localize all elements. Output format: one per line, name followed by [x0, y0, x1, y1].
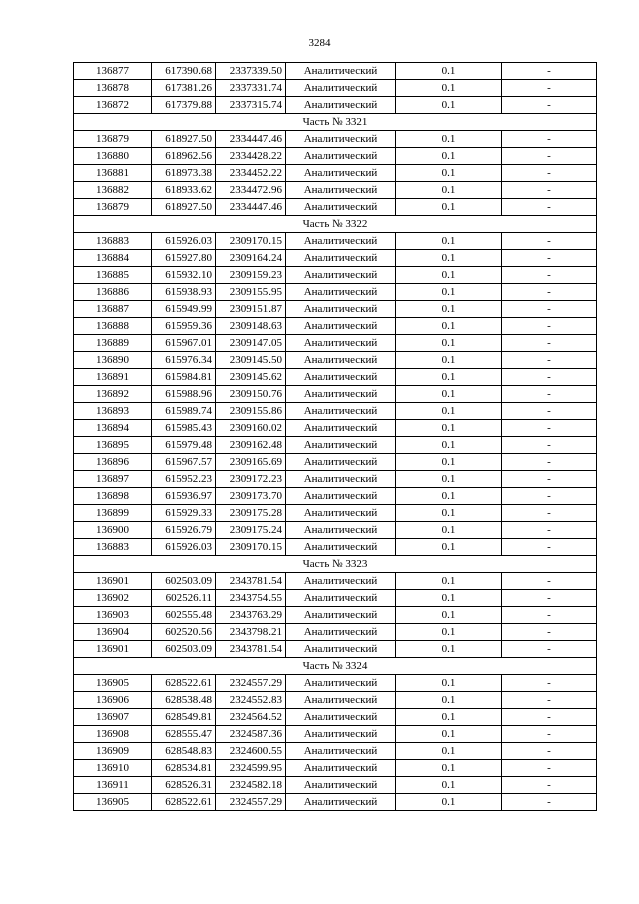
description-cell: - [502, 437, 597, 454]
x-coordinate-cell: 628549.81 [152, 709, 216, 726]
description-cell: - [502, 165, 597, 182]
description-cell: - [502, 420, 597, 437]
accuracy-cell: 0.1 [396, 760, 502, 777]
point-id-cell: 136894 [74, 420, 152, 437]
y-coordinate-cell: 2334472.96 [216, 182, 286, 199]
point-id-cell: 136907 [74, 709, 152, 726]
section-header-row [74, 114, 597, 131]
table-row [74, 182, 597, 199]
coordinates-table [73, 62, 597, 811]
accuracy-cell: 0.1 [396, 80, 502, 97]
table-row [74, 233, 597, 250]
method-cell: Аналитический [286, 420, 396, 437]
accuracy-cell: 0.1 [396, 97, 502, 114]
y-coordinate-cell: 2324582.18 [216, 777, 286, 794]
accuracy-cell: 0.1 [396, 675, 502, 692]
x-coordinate-cell: 617390.68 [152, 63, 216, 80]
description-cell: - [502, 131, 597, 148]
description-cell: - [502, 199, 597, 216]
point-id-cell: 136892 [74, 386, 152, 403]
description-cell: - [502, 573, 597, 590]
x-coordinate-cell: 615926.03 [152, 233, 216, 250]
y-coordinate-cell: 2334447.46 [216, 131, 286, 148]
table-row [74, 437, 597, 454]
method-cell: Аналитический [286, 318, 396, 335]
y-coordinate-cell: 2309172.23 [216, 471, 286, 488]
point-id-cell: 136908 [74, 726, 152, 743]
accuracy-cell: 0.1 [396, 709, 502, 726]
description-cell: - [502, 148, 597, 165]
x-coordinate-cell: 602555.48 [152, 607, 216, 624]
point-id-cell: 136902 [74, 590, 152, 607]
method-cell: Аналитический [286, 182, 396, 199]
x-coordinate-cell: 617381.26 [152, 80, 216, 97]
description-cell: - [502, 760, 597, 777]
y-coordinate-cell: 2343763.29 [216, 607, 286, 624]
accuracy-cell: 0.1 [396, 488, 502, 505]
y-coordinate-cell: 2324557.29 [216, 794, 286, 811]
section-title: Часть № 3322 [74, 216, 597, 233]
section-header-row [74, 658, 597, 675]
point-id-cell: 136906 [74, 692, 152, 709]
method-cell: Аналитический [286, 743, 396, 760]
y-coordinate-cell: 2324587.36 [216, 726, 286, 743]
accuracy-cell: 0.1 [396, 454, 502, 471]
point-id-cell: 136889 [74, 335, 152, 352]
accuracy-cell: 0.1 [396, 352, 502, 369]
x-coordinate-cell: 615938.93 [152, 284, 216, 301]
table-row [74, 199, 597, 216]
point-id-cell: 136872 [74, 97, 152, 114]
description-cell: - [502, 726, 597, 743]
y-coordinate-cell: 2337315.74 [216, 97, 286, 114]
point-id-cell: 136877 [74, 63, 152, 80]
y-coordinate-cell: 2309175.28 [216, 505, 286, 522]
method-cell: Аналитический [286, 403, 396, 420]
method-cell: Аналитический [286, 267, 396, 284]
table-row [74, 267, 597, 284]
point-id-cell: 136895 [74, 437, 152, 454]
description-cell: - [502, 675, 597, 692]
x-coordinate-cell: 602503.09 [152, 573, 216, 590]
accuracy-cell: 0.1 [396, 403, 502, 420]
x-coordinate-cell: 615927.80 [152, 250, 216, 267]
table-row [74, 522, 597, 539]
table-row [74, 471, 597, 488]
point-id-cell: 136878 [74, 80, 152, 97]
accuracy-cell: 0.1 [396, 386, 502, 403]
y-coordinate-cell: 2309170.15 [216, 539, 286, 556]
x-coordinate-cell: 615976.34 [152, 352, 216, 369]
x-coordinate-cell: 602520.56 [152, 624, 216, 641]
table-row [74, 131, 597, 148]
y-coordinate-cell: 2337331.74 [216, 80, 286, 97]
method-cell: Аналитический [286, 352, 396, 369]
point-id-cell: 136900 [74, 522, 152, 539]
point-id-cell: 136879 [74, 131, 152, 148]
point-id-cell: 136901 [74, 641, 152, 658]
point-id-cell: 136881 [74, 165, 152, 182]
method-cell: Аналитический [286, 165, 396, 182]
method-cell: Аналитический [286, 709, 396, 726]
point-id-cell: 136901 [74, 573, 152, 590]
x-coordinate-cell: 618973.38 [152, 165, 216, 182]
table-row [74, 250, 597, 267]
method-cell: Аналитический [286, 760, 396, 777]
point-id-cell: 136880 [74, 148, 152, 165]
table-row [74, 624, 597, 641]
table-row [74, 97, 597, 114]
method-cell: Аналитический [286, 471, 396, 488]
x-coordinate-cell: 617379.88 [152, 97, 216, 114]
accuracy-cell: 0.1 [396, 301, 502, 318]
point-id-cell: 136885 [74, 267, 152, 284]
accuracy-cell: 0.1 [396, 182, 502, 199]
point-id-cell: 136910 [74, 760, 152, 777]
y-coordinate-cell: 2309160.02 [216, 420, 286, 437]
point-id-cell: 136897 [74, 471, 152, 488]
section-title: Часть № 3321 [74, 114, 597, 131]
x-coordinate-cell: 615929.33 [152, 505, 216, 522]
y-coordinate-cell: 2337339.50 [216, 63, 286, 80]
method-cell: Аналитический [286, 607, 396, 624]
description-cell: - [502, 454, 597, 471]
method-cell: Аналитический [286, 777, 396, 794]
point-id-cell: 136882 [74, 182, 152, 199]
description-cell: - [502, 709, 597, 726]
x-coordinate-cell: 615949.99 [152, 301, 216, 318]
x-coordinate-cell: 615926.79 [152, 522, 216, 539]
x-coordinate-cell: 615932.10 [152, 267, 216, 284]
accuracy-cell: 0.1 [396, 199, 502, 216]
y-coordinate-cell: 2309148.63 [216, 318, 286, 335]
table-row [74, 692, 597, 709]
method-cell: Аналитический [286, 675, 396, 692]
point-id-cell: 136893 [74, 403, 152, 420]
description-cell: - [502, 250, 597, 267]
table-row [74, 301, 597, 318]
table-body [74, 63, 597, 811]
x-coordinate-cell: 618927.50 [152, 199, 216, 216]
x-coordinate-cell: 618927.50 [152, 131, 216, 148]
table-row [74, 675, 597, 692]
point-id-cell: 136909 [74, 743, 152, 760]
section-header-row [74, 556, 597, 573]
table-row [74, 80, 597, 97]
y-coordinate-cell: 2343781.54 [216, 573, 286, 590]
method-cell: Аналитический [286, 199, 396, 216]
description-cell: - [502, 539, 597, 556]
method-cell: Аналитический [286, 539, 396, 556]
accuracy-cell: 0.1 [396, 590, 502, 607]
x-coordinate-cell: 618962.56 [152, 148, 216, 165]
y-coordinate-cell: 2334447.46 [216, 199, 286, 216]
x-coordinate-cell: 615926.03 [152, 539, 216, 556]
table-row [74, 641, 597, 658]
table-row [74, 284, 597, 301]
x-coordinate-cell: 615979.48 [152, 437, 216, 454]
table-row [74, 386, 597, 403]
table-row [74, 726, 597, 743]
accuracy-cell: 0.1 [396, 63, 502, 80]
table-row [74, 63, 597, 80]
accuracy-cell: 0.1 [396, 369, 502, 386]
x-coordinate-cell: 615989.74 [152, 403, 216, 420]
method-cell: Аналитический [286, 454, 396, 471]
description-cell: - [502, 335, 597, 352]
point-id-cell: 136888 [74, 318, 152, 335]
description-cell: - [502, 471, 597, 488]
description-cell: - [502, 369, 597, 386]
method-cell: Аналитический [286, 80, 396, 97]
x-coordinate-cell: 628522.61 [152, 794, 216, 811]
accuracy-cell: 0.1 [396, 641, 502, 658]
table-row [74, 420, 597, 437]
table-row [74, 352, 597, 369]
method-cell: Аналитический [286, 301, 396, 318]
x-coordinate-cell: 615988.96 [152, 386, 216, 403]
point-id-cell: 136883 [74, 233, 152, 250]
method-cell: Аналитический [286, 233, 396, 250]
description-cell: - [502, 284, 597, 301]
x-coordinate-cell: 628555.47 [152, 726, 216, 743]
y-coordinate-cell: 2309159.23 [216, 267, 286, 284]
description-cell: - [502, 233, 597, 250]
y-coordinate-cell: 2334428.22 [216, 148, 286, 165]
accuracy-cell: 0.1 [396, 471, 502, 488]
y-coordinate-cell: 2309145.62 [216, 369, 286, 386]
point-id-cell: 136904 [74, 624, 152, 641]
x-coordinate-cell: 615936.97 [152, 488, 216, 505]
description-cell: - [502, 267, 597, 284]
method-cell: Аналитический [286, 437, 396, 454]
table-row [74, 505, 597, 522]
section-header-row [74, 216, 597, 233]
table-row [74, 590, 597, 607]
accuracy-cell: 0.1 [396, 165, 502, 182]
x-coordinate-cell: 618933.62 [152, 182, 216, 199]
x-coordinate-cell: 628538.48 [152, 692, 216, 709]
y-coordinate-cell: 2324557.29 [216, 675, 286, 692]
accuracy-cell: 0.1 [396, 250, 502, 267]
table-row [74, 760, 597, 777]
method-cell: Аналитический [286, 335, 396, 352]
description-cell: - [502, 301, 597, 318]
y-coordinate-cell: 2309155.95 [216, 284, 286, 301]
description-cell: - [502, 488, 597, 505]
point-id-cell: 136896 [74, 454, 152, 471]
point-id-cell: 136890 [74, 352, 152, 369]
table-row [74, 743, 597, 760]
method-cell: Аналитический [286, 97, 396, 114]
description-cell: - [502, 522, 597, 539]
description-cell: - [502, 386, 597, 403]
description-cell: - [502, 505, 597, 522]
description-cell: - [502, 794, 597, 811]
method-cell: Аналитический [286, 590, 396, 607]
method-cell: Аналитический [286, 63, 396, 80]
description-cell: - [502, 641, 597, 658]
method-cell: Аналитический [286, 641, 396, 658]
x-coordinate-cell: 615985.43 [152, 420, 216, 437]
page-number: 3284 [308, 37, 331, 49]
method-cell: Аналитический [286, 369, 396, 386]
description-cell: - [502, 80, 597, 97]
x-coordinate-cell: 628522.61 [152, 675, 216, 692]
accuracy-cell: 0.1 [396, 284, 502, 301]
x-coordinate-cell: 602503.09 [152, 641, 216, 658]
y-coordinate-cell: 2309164.24 [216, 250, 286, 267]
point-id-cell: 136887 [74, 301, 152, 318]
table-row [74, 318, 597, 335]
y-coordinate-cell: 2343781.54 [216, 641, 286, 658]
x-coordinate-cell: 615952.23 [152, 471, 216, 488]
method-cell: Аналитический [286, 624, 396, 641]
description-cell: - [502, 777, 597, 794]
accuracy-cell: 0.1 [396, 692, 502, 709]
point-id-cell: 136911 [74, 777, 152, 794]
accuracy-cell: 0.1 [396, 573, 502, 590]
accuracy-cell: 0.1 [396, 335, 502, 352]
y-coordinate-cell: 2309145.50 [216, 352, 286, 369]
method-cell: Аналитический [286, 386, 396, 403]
x-coordinate-cell: 615967.01 [152, 335, 216, 352]
y-coordinate-cell: 2343754.55 [216, 590, 286, 607]
accuracy-cell: 0.1 [396, 726, 502, 743]
point-id-cell: 136905 [74, 675, 152, 692]
description-cell: - [502, 352, 597, 369]
x-coordinate-cell: 615959.36 [152, 318, 216, 335]
description-cell: - [502, 692, 597, 709]
point-id-cell: 136903 [74, 607, 152, 624]
accuracy-cell: 0.1 [396, 420, 502, 437]
point-id-cell: 136898 [74, 488, 152, 505]
table-row [74, 539, 597, 556]
description-cell: - [502, 607, 597, 624]
method-cell: Аналитический [286, 522, 396, 539]
method-cell: Аналитический [286, 148, 396, 165]
y-coordinate-cell: 2309165.69 [216, 454, 286, 471]
method-cell: Аналитический [286, 284, 396, 301]
description-cell: - [502, 318, 597, 335]
point-id-cell: 136905 [74, 794, 152, 811]
x-coordinate-cell: 602526.11 [152, 590, 216, 607]
x-coordinate-cell: 628526.31 [152, 777, 216, 794]
table-row [74, 607, 597, 624]
accuracy-cell: 0.1 [396, 777, 502, 794]
accuracy-cell: 0.1 [396, 318, 502, 335]
description-cell: - [502, 63, 597, 80]
description-cell: - [502, 403, 597, 420]
accuracy-cell: 0.1 [396, 233, 502, 250]
point-id-cell: 136884 [74, 250, 152, 267]
accuracy-cell: 0.1 [396, 539, 502, 556]
table-row [74, 148, 597, 165]
method-cell: Аналитический [286, 726, 396, 743]
y-coordinate-cell: 2309173.70 [216, 488, 286, 505]
y-coordinate-cell: 2324564.52 [216, 709, 286, 726]
table-row [74, 403, 597, 420]
accuracy-cell: 0.1 [396, 607, 502, 624]
accuracy-cell: 0.1 [396, 131, 502, 148]
y-coordinate-cell: 2324552.83 [216, 692, 286, 709]
y-coordinate-cell: 2309162.48 [216, 437, 286, 454]
description-cell: - [502, 590, 597, 607]
description-cell: - [502, 624, 597, 641]
y-coordinate-cell: 2309155.86 [216, 403, 286, 420]
table-row [74, 709, 597, 726]
table-row [74, 488, 597, 505]
table-row [74, 454, 597, 471]
accuracy-cell: 0.1 [396, 437, 502, 454]
description-cell: - [502, 182, 597, 199]
y-coordinate-cell: 2334452.22 [216, 165, 286, 182]
y-coordinate-cell: 2324600.55 [216, 743, 286, 760]
description-cell: - [502, 97, 597, 114]
x-coordinate-cell: 615984.81 [152, 369, 216, 386]
point-id-cell: 136899 [74, 505, 152, 522]
y-coordinate-cell: 2309151.87 [216, 301, 286, 318]
method-cell: Аналитический [286, 692, 396, 709]
table-row [74, 794, 597, 811]
table-row [74, 165, 597, 182]
table-row [74, 335, 597, 352]
y-coordinate-cell: 2309147.05 [216, 335, 286, 352]
method-cell: Аналитический [286, 250, 396, 267]
table-row [74, 369, 597, 386]
accuracy-cell: 0.1 [396, 794, 502, 811]
accuracy-cell: 0.1 [396, 505, 502, 522]
accuracy-cell: 0.1 [396, 148, 502, 165]
x-coordinate-cell: 615967.57 [152, 454, 216, 471]
y-coordinate-cell: 2309175.24 [216, 522, 286, 539]
method-cell: Аналитический [286, 488, 396, 505]
point-id-cell: 136883 [74, 539, 152, 556]
table-row [74, 573, 597, 590]
accuracy-cell: 0.1 [396, 522, 502, 539]
point-id-cell: 136891 [74, 369, 152, 386]
description-cell: - [502, 743, 597, 760]
point-id-cell: 136879 [74, 199, 152, 216]
y-coordinate-cell: 2324599.95 [216, 760, 286, 777]
y-coordinate-cell: 2309170.15 [216, 233, 286, 250]
accuracy-cell: 0.1 [396, 624, 502, 641]
y-coordinate-cell: 2343798.21 [216, 624, 286, 641]
section-title: Часть № 3324 [74, 658, 597, 675]
method-cell: Аналитический [286, 573, 396, 590]
table-row [74, 777, 597, 794]
point-id-cell: 136886 [74, 284, 152, 301]
y-coordinate-cell: 2309150.76 [216, 386, 286, 403]
accuracy-cell: 0.1 [396, 743, 502, 760]
accuracy-cell: 0.1 [396, 267, 502, 284]
section-title: Часть № 3323 [74, 556, 597, 573]
method-cell: Аналитический [286, 131, 396, 148]
method-cell: Аналитический [286, 505, 396, 522]
x-coordinate-cell: 628534.81 [152, 760, 216, 777]
x-coordinate-cell: 628548.83 [152, 743, 216, 760]
method-cell: Аналитический [286, 794, 396, 811]
